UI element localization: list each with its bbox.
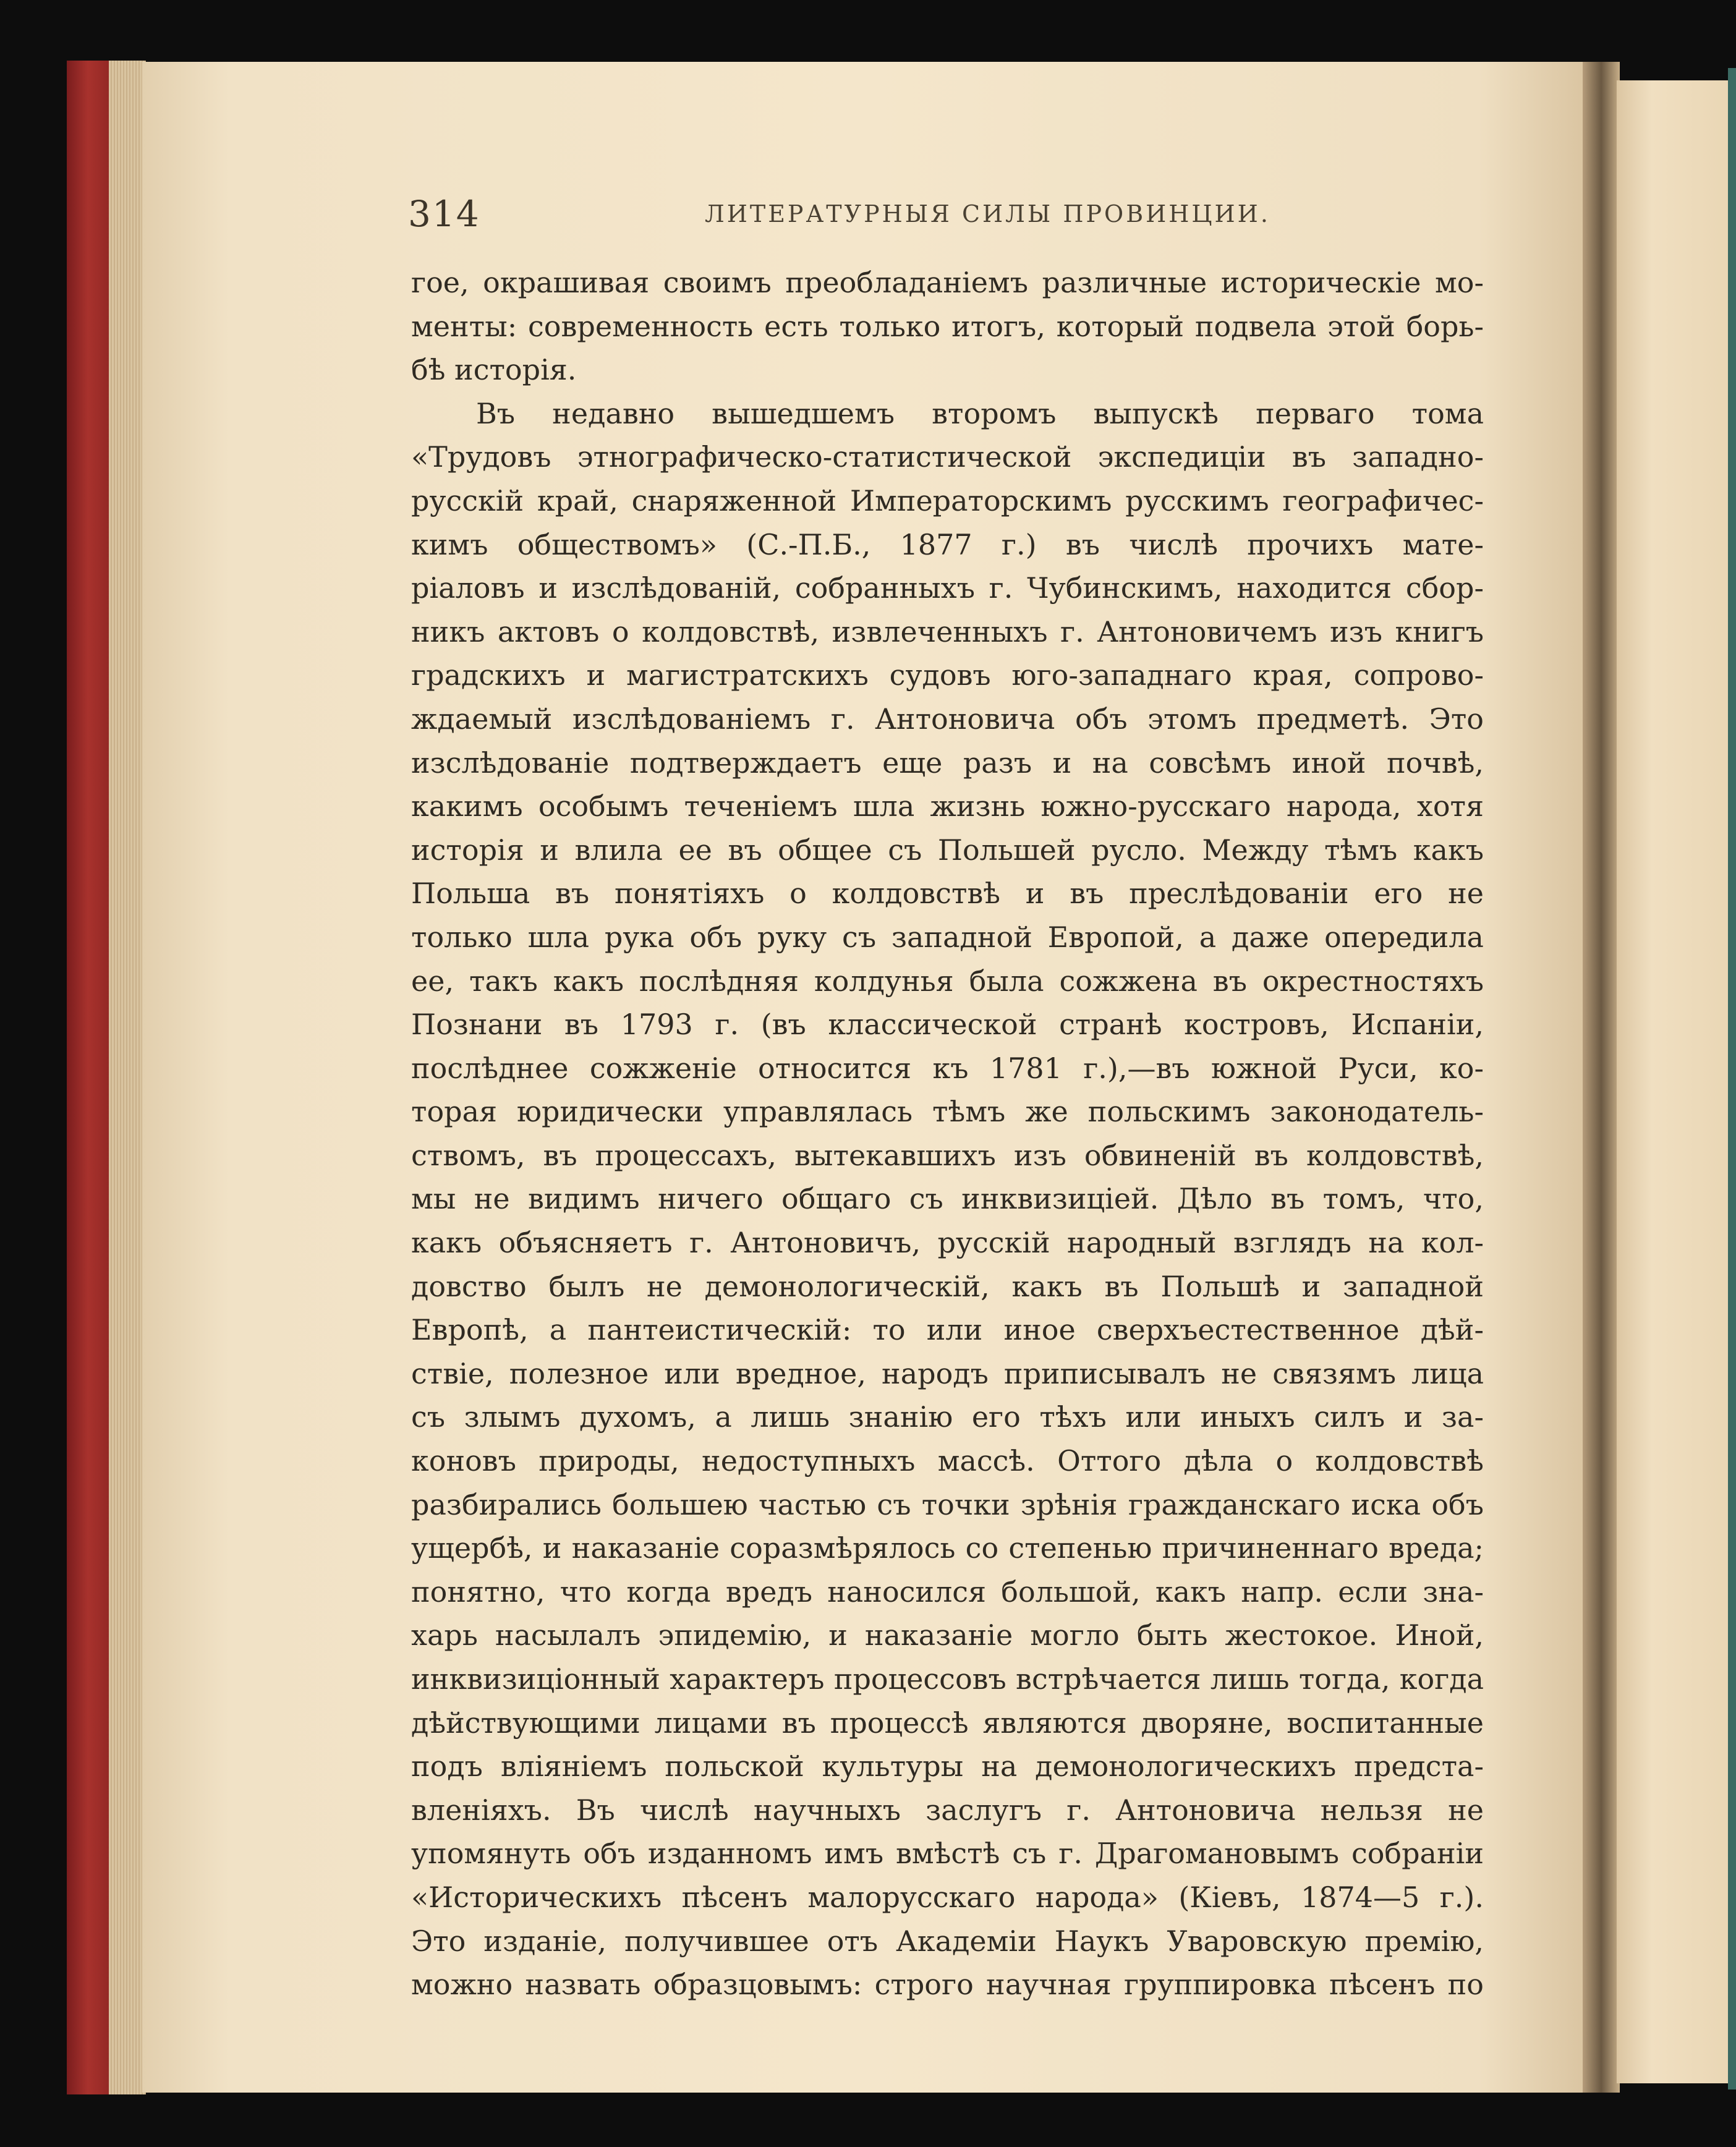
text-line: ствомъ, въ процессахъ, вытекавшихъ изъ обвиненій въ колдовствѣ, bbox=[411, 1138, 1484, 1172]
text-line: гое, окрашивая своимъ преобладаніемъ различные историческіе мо- bbox=[411, 266, 1484, 299]
running-title: ЛИТЕРАТУРНЫЯ СИЛЫ ПРОВИНЦИИ. bbox=[705, 200, 1270, 227]
text-line: «Трудовъ этнографическо-статистической экспедиціи въ западно- bbox=[411, 440, 1484, 474]
text-line: подъ вліяніемъ польской культуры на демонологическихъ предста- bbox=[411, 1749, 1484, 1783]
body-text bbox=[411, 261, 1484, 2007]
text-line: довство былъ не демонологическій, какъ въ Польшѣ и западной bbox=[411, 1269, 1484, 1303]
text-line: Это изданіе, получившее отъ Академіи Наукъ Уваровскую премію, bbox=[411, 1924, 1484, 1958]
text-line: харь насылалъ эпидемію, и наказаніе могло быть жестокое. Иной, bbox=[411, 1618, 1484, 1652]
green-cover-edge bbox=[1728, 68, 1736, 2090]
text-line: какимъ особымъ теченіемъ шла жизнь южно-русскаго народа, хотя bbox=[411, 789, 1484, 823]
text-line: «Историческихъ пѣсенъ малорусскаго народа» (Кіевъ, 1874—5 г.). bbox=[411, 1880, 1484, 1914]
text-line: можно назвать образцовымъ: строго научная группировка пѣсенъ по bbox=[411, 1968, 1484, 2002]
text-line: ждаемый изслѣдованіемъ г. Антоновича объ этомъ предметѣ. Это bbox=[411, 702, 1484, 736]
text-line: только шла рука объ руку съ западной Европой, а даже опередила bbox=[411, 920, 1484, 954]
text-line: дѣйствующими лицами въ процессѣ являются дворяне, воспитанные bbox=[411, 1706, 1484, 1740]
book-gutter bbox=[1583, 62, 1620, 2093]
text-line: разбирались большею частью съ точки зрѣнія гражданскаго иска объ bbox=[411, 1487, 1484, 1521]
text-line: ріаловъ и изслѣдованій, собранныхъ г. Чубинскимъ, находится сбор- bbox=[411, 571, 1484, 605]
text-line: Европѣ, а пантеистическій: то или иное сверхъестественное дѣй- bbox=[411, 1313, 1484, 1347]
text-line: изслѣдованіе подтверждаетъ еще разъ и на совсѣмъ иной почвѣ, bbox=[411, 746, 1484, 780]
text-line: съ злымъ духомъ, а лишь знанію его тѣхъ или иныхъ силъ и за- bbox=[411, 1400, 1484, 1434]
text-line: мы не видимъ ничего общаго съ инквизиціей. Дѣло въ томъ, что, bbox=[411, 1182, 1484, 1216]
text-line: торая юридически управлялась тѣмъ же польскимъ законодатель- bbox=[411, 1095, 1484, 1129]
text-line: градскихъ и магистратскихъ судовъ юго-западнаго края, сопрово- bbox=[411, 658, 1484, 692]
page-number: 314 bbox=[408, 193, 480, 235]
facing-page-edge bbox=[1617, 80, 1734, 2083]
text-line: понятно, что когда вредъ наносился большой, какъ напр. если зна- bbox=[411, 1575, 1484, 1609]
text-line: какъ объясняетъ г. Антоновичъ, русскій народный взглядъ на кол- bbox=[411, 1226, 1484, 1260]
page-header bbox=[408, 193, 1484, 242]
text-line: ущербѣ, и наказаніе соразмѣрялось со степенью причиненнаго вреда; bbox=[411, 1531, 1484, 1565]
text-line: Въ недавно вышедшемъ второмъ выпускѣ перваго тома bbox=[476, 396, 1484, 430]
text-line: послѣднее сожженіе относится къ 1781 г.),—въ южной Руси, ко- bbox=[411, 1051, 1484, 1085]
text-line: никъ актовъ о колдовствѣ, извлеченныхъ г. Антоновичемъ изъ книгъ bbox=[411, 614, 1484, 648]
text-line: менты: современность есть только итогъ, который подвела этой борь- bbox=[411, 309, 1484, 343]
text-line: бѣ исторія. bbox=[411, 353, 577, 387]
text-line: Познани въ 1793 г. (въ классической странѣ костровъ, Испаніи, bbox=[411, 1008, 1484, 1042]
text-line: инквизиціонный характеръ процессовъ встрѣчается лишь тогда, когда bbox=[411, 1662, 1484, 1696]
page-edges bbox=[109, 61, 146, 2094]
text-line: вленіяхъ. Въ числѣ научныхъ заслугъ г. Антоновича нельзя не bbox=[411, 1793, 1484, 1827]
text-line: русскій край, снаряженной Императорскимъ русскимъ географичес- bbox=[411, 483, 1484, 517]
text-line: ее, такъ какъ послѣдняя колдунья была сожжена въ окрестностяхъ bbox=[411, 964, 1484, 998]
text-line: Польша въ понятіяхъ о колдовствѣ и въ преслѣдованіи его не bbox=[411, 877, 1484, 911]
text-line: упомянуть объ изданномъ имъ вмѣстѣ съ г. Драгомановымъ собраніи bbox=[411, 1837, 1484, 1871]
text-line: кимъ обществомъ» (С.-П.Б., 1877 г.) въ числѣ прочихъ мате- bbox=[411, 527, 1484, 561]
text-line: исторія и влила ее въ общее съ Польшей русло. Между тѣмъ какъ bbox=[411, 833, 1484, 867]
text-line: коновъ природы, недоступныхъ массѣ. Оттого дѣла о колдовствѣ bbox=[411, 1444, 1484, 1478]
text-line: ствіе, полезное или вредное, народъ приписывалъ не связямъ лица bbox=[411, 1356, 1484, 1390]
red-cover-binding bbox=[67, 61, 114, 2094]
